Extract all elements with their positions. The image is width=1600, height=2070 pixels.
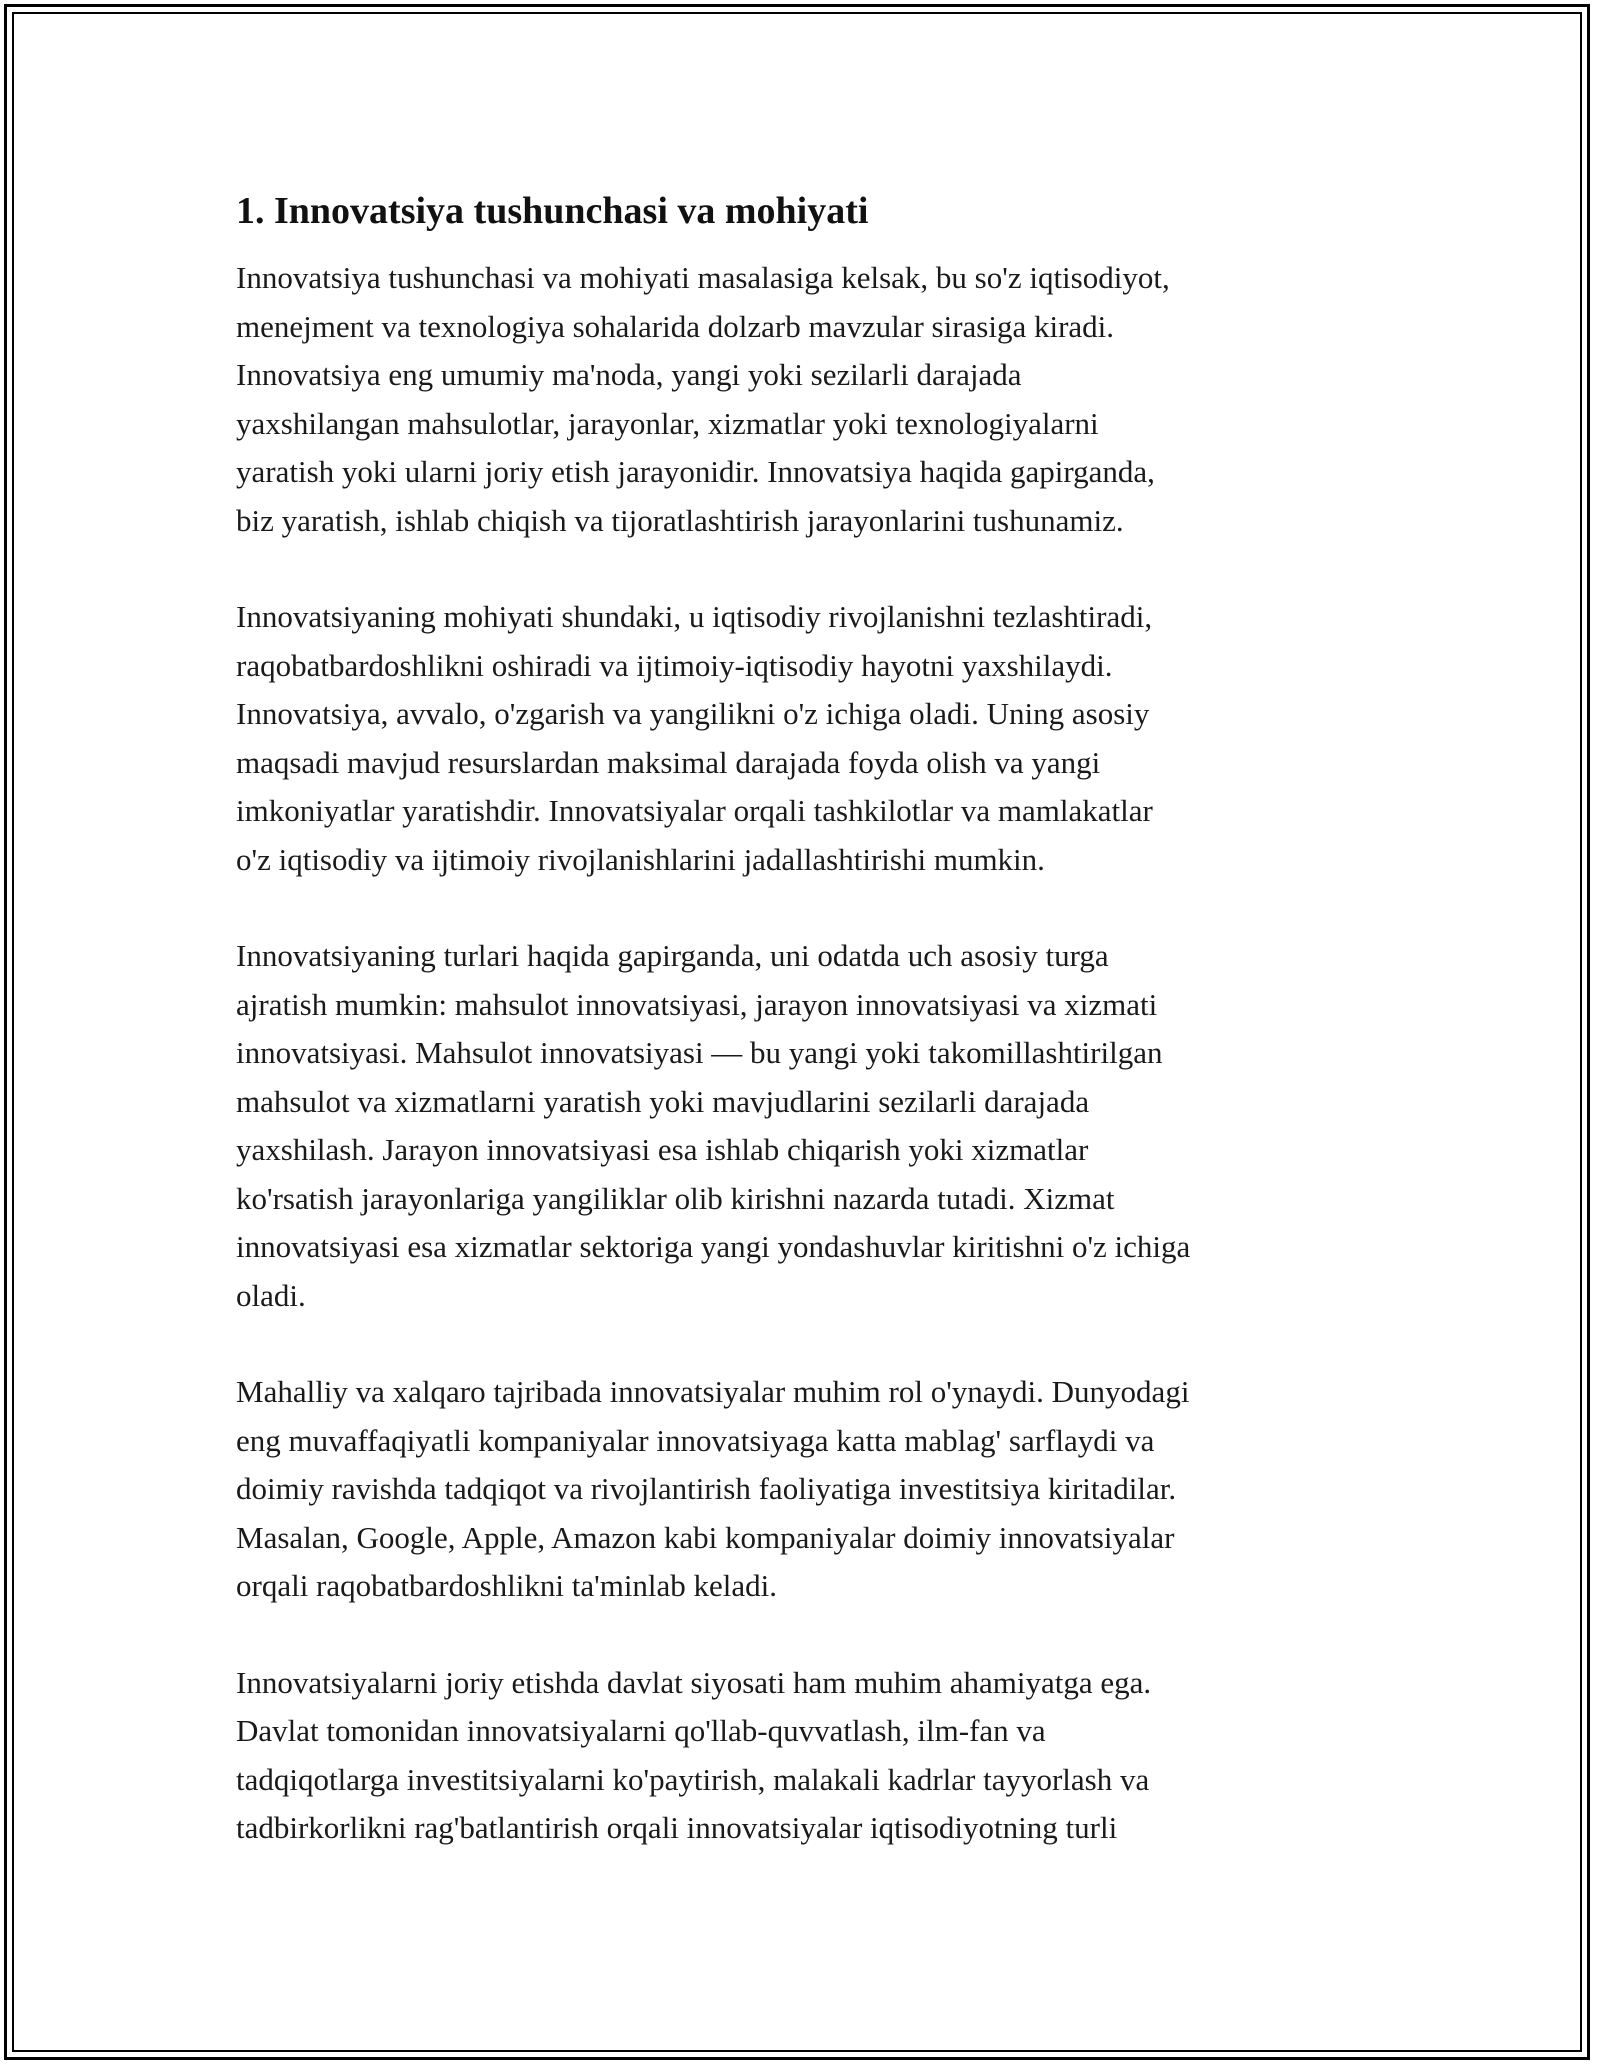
text-line: tadqiqotlarga investitsiyalarni ko'paytirish, malakali kadrlar tayyorlash va [236,1761,1150,1797]
text-line: Innovatsiyalarni joriy etishda davlat siyosati ham muhim ahamiyatga ega. [236,1664,1152,1700]
text-line: menejment va texnologiya sohalarida dolzarb mavzular sirasiga kiradi. [236,308,1115,344]
text-line: mahsulot va xizmatlarni yaratish yoki mavjudlarini sezilarli darajada [236,1083,1090,1119]
text-line: biz yaratish, ishlab chiqish va tijoratlashtirish jarayonlarini tushunamiz. [236,502,1124,538]
text-line: Innovatsiyaning turlari haqida gapirganda, uni odatda uch asosiy turga [236,938,1109,973]
text-line: yaratish yoki ularni joriy etish jarayonidir. Innovatsiya haqida gapirganda, [236,454,1155,489]
text-line: ajratish mumkin: mahsulot innovatsiyasi, jarayon innovatsiyasi va xizmati [236,986,1158,1022]
paragraph-types [236,932,1364,1320]
text-line: maqsadi mavjud resurslardan maksimal darajada foyda olish va yangi [236,744,1101,780]
paragraph-definition [236,254,1364,545]
text-line: Innovatsiyaning mohiyati shundaki, u iqtisodiy rivojlanishni tezlashtiradi, [236,599,1153,634]
paragraph-policy [236,1659,1364,1853]
text-line: doimiy ravishda tadqiqot va rivojlantirish faoliyatiga investitsiya kiritadilar. [236,1471,1177,1506]
text-line: orqali raqobatbardoshlikni ta'minlab keladi. [236,1568,778,1603]
text-line: ko'rsatish jarayonlariga yangiliklar olib kirishni nazarda tutadi. Xizmat [236,1180,1115,1216]
text-line: Innovatsiya eng umumiy ma'noda, yangi yoki sezilarli darajada [236,357,1022,392]
paragraph-essence [236,593,1364,884]
text-line: tadbirkorlikni rag'batlantirish orqali innovatsiyalar iqtisodiyotning turli [236,1810,1118,1845]
text-line: yaxshilash. Jarayon innovatsiyasi esa ishlab chiqarish yoki xizmatlar [236,1132,1089,1167]
document-body [236,186,1364,1901]
text-line: imkoniyatlar yaratishdir. Innovatsiyalar orqali tashkilotlar va mamlakatlar [236,793,1153,828]
text-line: eng muvaffaqiyatli kompaniyalar innovatsiyaga katta mablag' sarflaydi va [236,1422,1155,1458]
text-line: o'z iqtisodiy va ijtimoiy rivojlanishlarini jadallashtirishi mumkin. [236,841,1045,877]
section-heading: 1. Innovatsiya tushunchasi va mohiyati [236,190,869,232]
text-line: innovatsiyasi esa xizmatlar sektoriga yangi yondashuvlar kiritishni o'z ichiga [236,1229,1191,1264]
text-line: Innovatsiya tushunchasi va mohiyati masalasiga kelsak, bu so'z iqtisodiyot, [236,260,1170,295]
text-line: Mahalliy va xalqaro tajribada innovatsiyalar muhim rol o'ynaydi. Dunyodagi [236,1374,1190,1409]
text-line: Davlat tomonidan innovatsiyalarni qo'llab-quvvatlash, ilm-fan va [236,1713,1046,1748]
text-line: Innovatsiya, avvalo, o'zgarish va yangilikni o'z ichiga oladi. Uning asosiy [236,696,1150,731]
text-line: oladi. [236,1277,306,1313]
text-line: raqobatbardoshlikni oshiradi va ijtimoiy-iqtisodiy hayotni yaxshilaydi. [236,647,1113,683]
text-line: Masalan, Google, Apple, Amazon kabi kompaniyalar doimiy innovatsiyalar [236,1519,1175,1555]
paragraph-experience [236,1368,1364,1611]
text-line: yaxshilangan mahsulotlar, jarayonlar, xizmatlar yoki texnologiyalarni [236,405,1099,441]
text-line: innovatsiyasi. Mahsulot innovatsiyasi — bu yangi yoki takomillashtirilgan [236,1035,1163,1070]
